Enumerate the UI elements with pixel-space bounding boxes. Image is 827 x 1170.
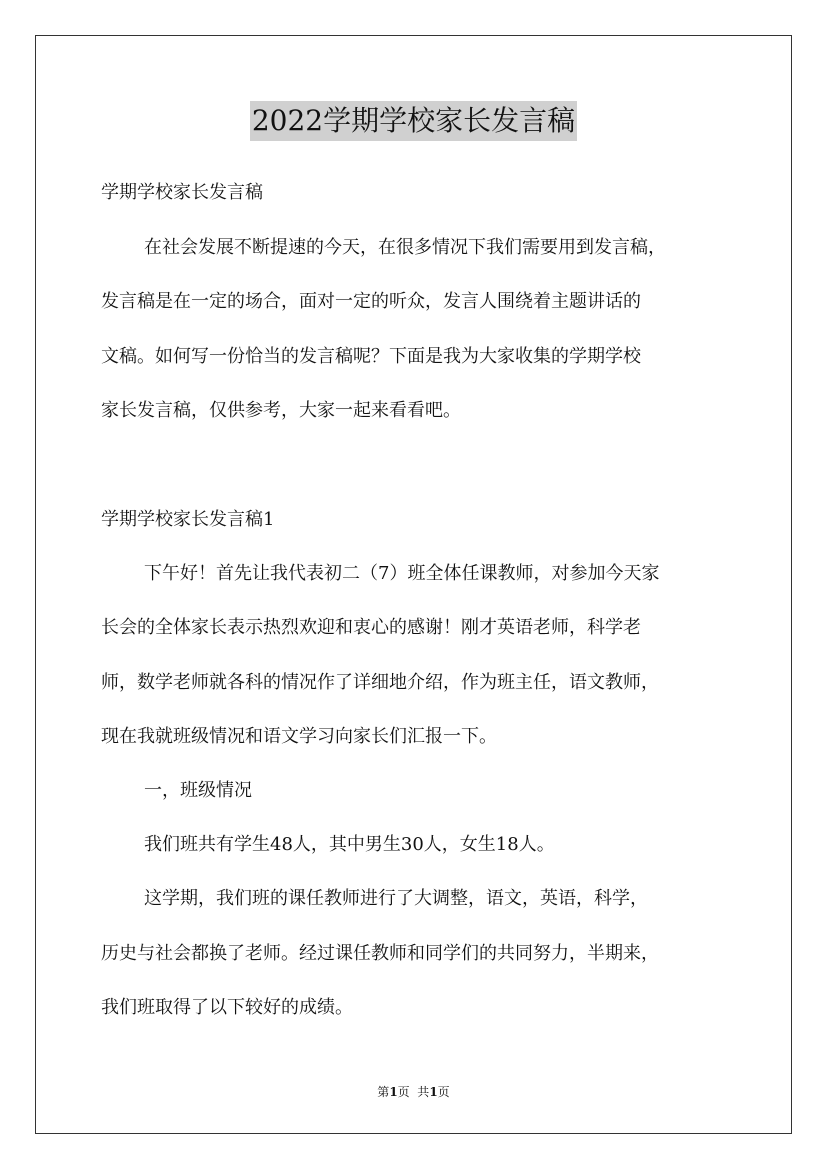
- subsection-heading: 一，班级情况: [144, 780, 252, 801]
- paragraph-line: 我们班共有学生48人，其中男生30人，女生18人。: [144, 834, 555, 855]
- paragraph-line: 文稿。如何写一份恰当的发言稿呢？下面是我为大家收集的学期学校: [101, 346, 641, 367]
- footer-page-number: 1: [389, 1085, 398, 1099]
- paragraph-line: 师，数学老师就各科的情况作了详细地介绍，作为班主任，语文教师，: [101, 672, 659, 693]
- title-wrap: [0, 101, 827, 141]
- footer-page-total: 1: [429, 1085, 438, 1099]
- section-heading: 学期学校家长发言稿: [101, 182, 263, 203]
- paragraph-line: 家长发言稿，仅供参考，大家一起来看看吧。: [101, 400, 461, 421]
- footer-prefix: 第: [377, 1085, 390, 1099]
- paragraph-line: 在社会发展不断提速的今天，在很多情况下我们需要用到发言稿，: [144, 237, 666, 258]
- paragraph-line: 现在我就班级情况和语文学习向家长们汇报一下。: [101, 726, 497, 747]
- page-footer: [0, 1084, 827, 1100]
- paragraph-line: 这学期，我们班的课任教师进行了大调整，语文，英语，科学，: [144, 888, 648, 909]
- section-heading: 学期学校家长发言稿1: [101, 509, 275, 530]
- footer-mid: 页 共: [397, 1085, 430, 1099]
- paragraph-line: 我们班取得了以下较好的成绩。: [101, 997, 353, 1018]
- paragraph-line: 历史与社会都换了老师。经过课任教师和同学们的共同努力，半期来，: [101, 943, 659, 964]
- paragraph-line: 长会的全体家长表示热烈欢迎和衷心的感谢！刚才英语老师，科学老: [101, 617, 641, 638]
- footer-suffix: 页: [437, 1085, 450, 1099]
- paragraph-line: 发言稿是在一定的场合，面对一定的听众，发言人围绕着主题讲话的: [101, 291, 641, 312]
- paragraph-line: 下午好！首先让我代表初二（7）班全体任课教师，对参加今天家: [144, 563, 660, 584]
- document-title: 2022学期学校家长发言稿: [250, 101, 577, 141]
